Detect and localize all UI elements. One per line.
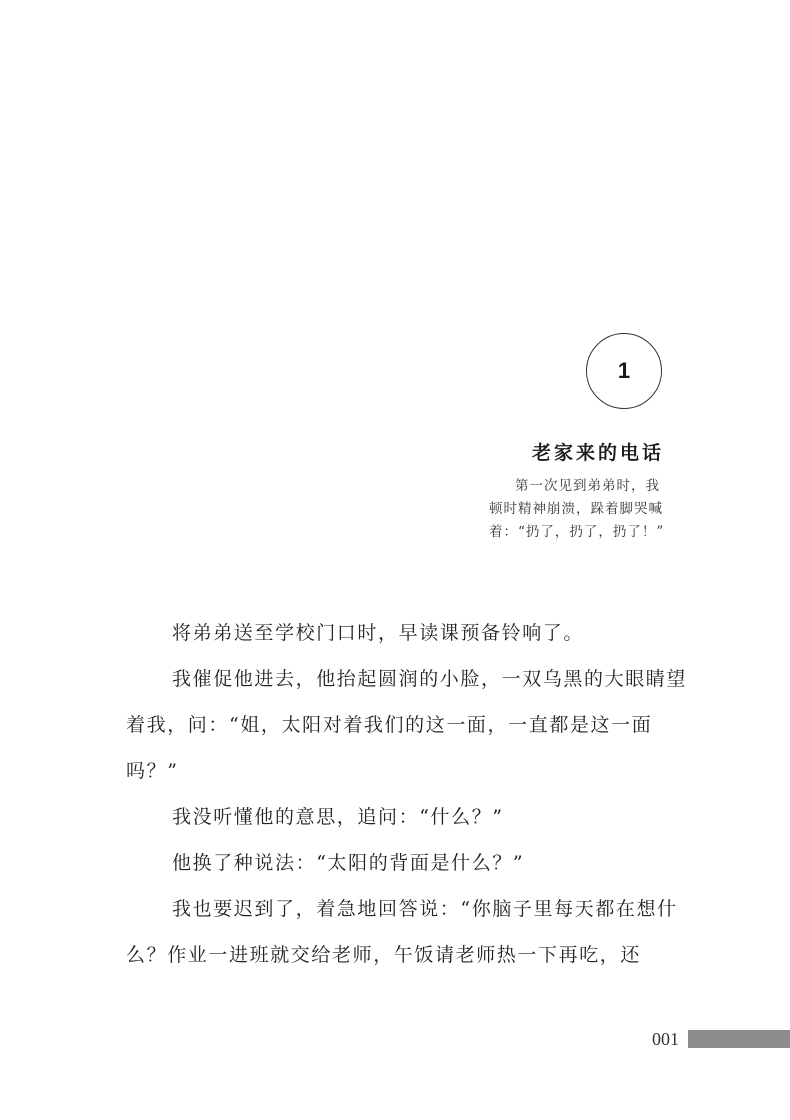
chapter-number-badge [586,333,662,409]
paragraph: 我没听懂他的意思，追问：“什么？” [172,806,504,828]
chapter-number: 1 [617,358,631,383]
paragraph: 将弟弟送至学校门口时，早读课预备铃响了。 [172,622,585,644]
chapter-summary: 第一次见到弟弟时，我顿时精神崩溃，跺着脚哭喊着：“扔了，扔了，扔了！” [489,478,665,540]
paragraph: 我催促他进去，他抬起圆润的小脸，一双乌黑的大眼睛望着我，问：“姐，太阳对着我们的这一面，一直都是这一面吗？” [126,668,688,782]
page-number: 001 [652,1029,679,1049]
body-text [126,610,696,978]
paragraph: 他换了种说法：“太阳的背面是什么？” [172,852,525,874]
page-number-bar [688,1030,790,1048]
paragraph: 我也要迟到了，着急地回答说：“你脑子里每天都在想什么？作业一进班就交给老师，午饭请老师热一下再吃，还 [126,898,678,966]
chapter-title: 老家来的电话 [531,442,664,464]
